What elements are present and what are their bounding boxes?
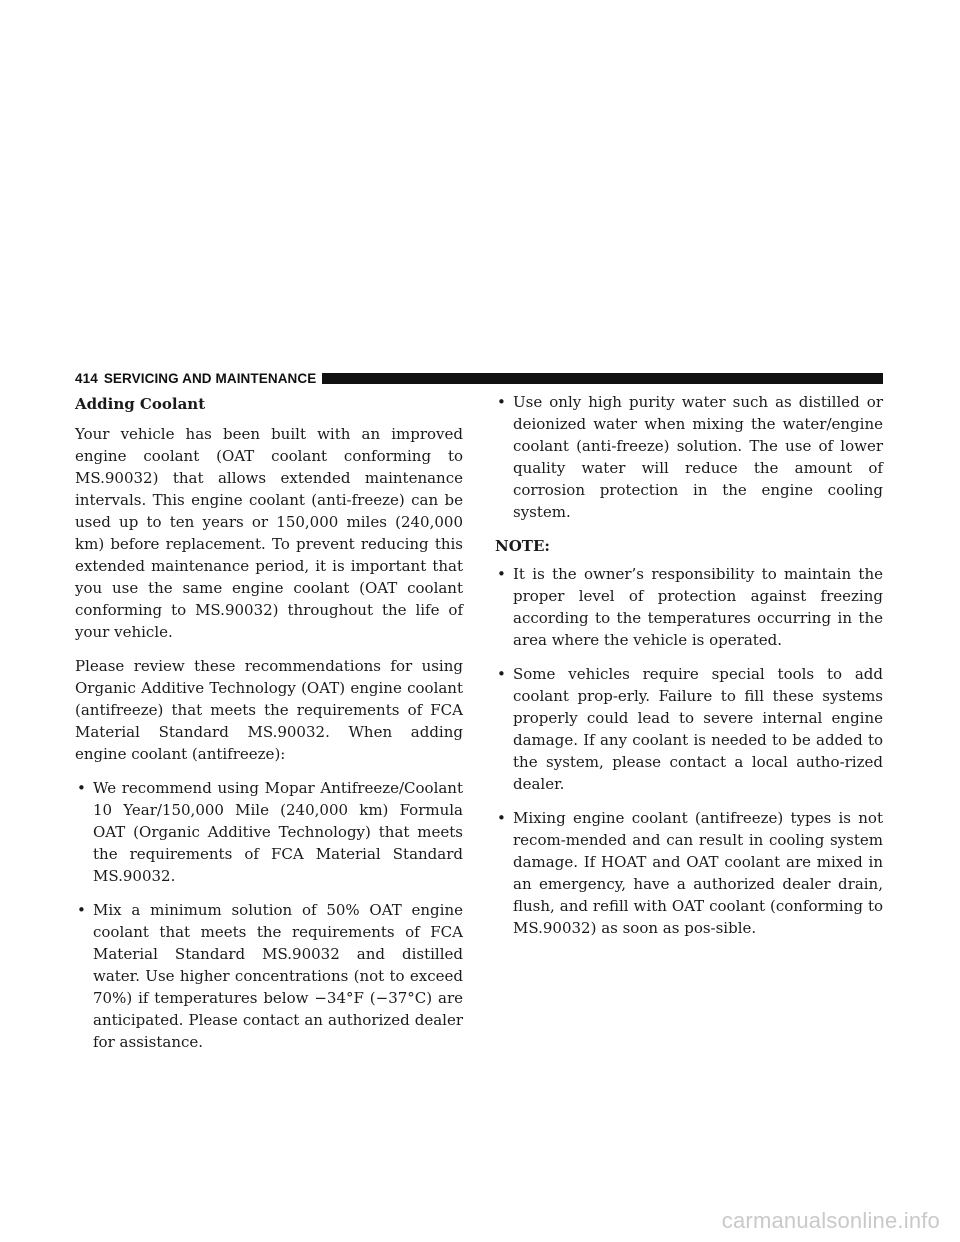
section-title: SERVICING AND MAINTENANCE <box>103 370 317 386</box>
list-item-text: It is the owner’s responsibility to maintain the proper level of protection against freezing according to the temperatures occurring in the area where the vehicle is operated. <box>513 565 883 649</box>
heading-adding-coolant: Adding Coolant <box>75 395 206 413</box>
bullet-icon: • <box>77 901 86 919</box>
bullet-icon: • <box>497 565 506 583</box>
bullet-icon: • <box>497 665 506 683</box>
water-list <box>495 391 883 523</box>
right-column <box>495 391 883 951</box>
bullet-icon: • <box>497 809 506 827</box>
bullet-icon: • <box>497 393 506 411</box>
list-item <box>495 391 883 523</box>
note-list <box>495 563 883 939</box>
list-item-text: Use only high purity water such as distilled or deionized water when mixing the water/engine coolant (anti-freeze) solution. The use of lower quality water will reduce the amount of corrosion protection in the engine cooling system. <box>513 393 883 521</box>
page-number: 414 <box>75 370 98 386</box>
list-item <box>495 563 883 651</box>
list-item <box>495 663 883 795</box>
recommendation-list <box>75 777 463 1053</box>
page-header <box>75 369 883 387</box>
note-label: NOTE: <box>495 537 550 555</box>
list-item <box>495 807 883 939</box>
header-rule <box>322 373 883 384</box>
list-item-text: Mix a minimum solution of 50% OAT engine coolant that meets the requirements of FCA Material Standard MS.90032 and distilled water. Use higher concentrations (not to exceed 70%) if temperatures below −34°F (−37°C) are anticipated. Please contact an authorized dealer for assistance. <box>93 901 463 1051</box>
list-item <box>75 777 463 887</box>
left-column <box>75 391 463 1065</box>
paragraph: Please review these recommendations for using Organic Additive Technology (OAT) engine coolant (antifreeze) that meets the requirements of FCA Material Standard MS.90032. When adding engine coolant (antifreeze): <box>75 657 463 763</box>
bullet-icon: • <box>77 779 86 797</box>
watermark: carmanualsonline.info <box>721 1208 940 1233</box>
list-item-text: Some vehicles require special tools to add coolant prop-erly. Failure to fill these systems properly could lead to severe internal engine damage. If any coolant is needed to be added to the system, please contact a local autho-rized dealer. <box>513 665 883 793</box>
paragraph: Your vehicle has been built with an improved engine coolant (OAT coolant conforming to MS.90032) that allows extended maintenance intervals. This engine coolant (anti-freeze) can be used up to ten years or 150,000 miles (240,000 km) before replacement. To prevent reducing this extended maintenance period, it is important that you use the same engine coolant (OAT coolant conforming to MS.90032) throughout the life of your vehicle. <box>75 425 463 641</box>
list-item-text: Mixing engine coolant (antifreeze) types is not recom-mended and can result in cooling system damage. If HOAT and OAT coolant are mixed in an emergency, have a authorized dealer drain, flush, and refill with OAT coolant (conforming to MS.90032) as soon as pos-sible. <box>513 809 883 937</box>
list-item <box>75 899 463 1053</box>
list-item-text: We recommend using Mopar Antifreeze/Coolant 10 Year/150,000 Mile (240,000 km) Formula OAT (Organic Additive Technology) that meets the requirements of FCA Material Standard MS.90032. <box>93 779 463 885</box>
